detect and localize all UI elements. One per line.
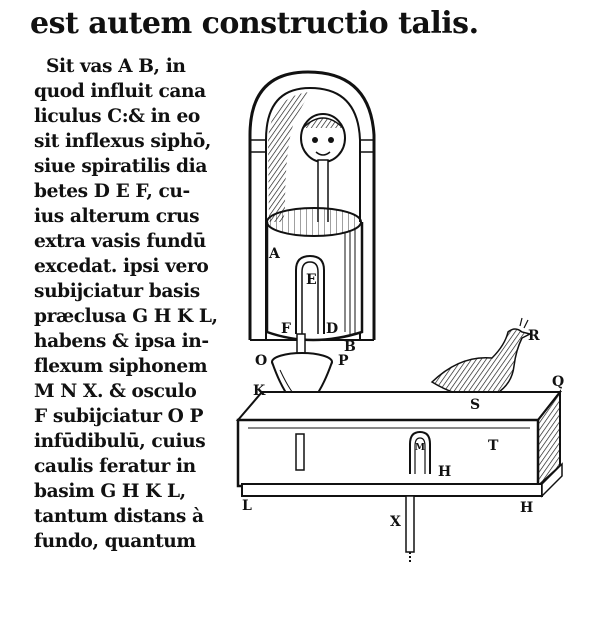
text-line: betes D E F, cu- — [34, 181, 190, 202]
figure-label-e: E — [306, 272, 317, 288]
text-line: ius alterum crus — [34, 206, 200, 227]
text-line: basim G H K L, — [34, 481, 186, 502]
figure-label-o: O — [255, 353, 268, 369]
figure-label-d: D — [326, 321, 339, 337]
figure-label-q: Q — [552, 374, 565, 390]
text-line: quod influit cana — [34, 81, 206, 102]
text-line: præclusa G H K L, — [34, 306, 218, 327]
base-box-ghkl — [238, 392, 562, 562]
figure-label-x: X — [390, 514, 401, 530]
text-line: siue spiratilis dia — [34, 156, 207, 177]
text-line: caulis feratur in — [34, 456, 196, 477]
text-line: extra vasis fundū — [34, 231, 206, 252]
figure-label-t: T — [488, 438, 499, 454]
figure-label-f: F — [281, 321, 291, 337]
text-line: flexum siphonem — [34, 356, 208, 377]
text-line: infūdibulū, cuius — [34, 431, 206, 452]
body-text — [34, 54, 224, 554]
figure-label-b: B — [344, 339, 356, 355]
figure-label-m: M — [415, 443, 425, 453]
figure-label-r: R — [528, 328, 540, 344]
page-heading: est autem constructio talis. — [30, 6, 479, 41]
figure-label-h: H — [520, 500, 534, 516]
text-line: tantum distans à — [34, 506, 204, 527]
figure-label-a: A — [269, 246, 280, 262]
text-line: habens & ipsa in- — [34, 331, 209, 352]
text-line: fundo, quantum — [34, 531, 196, 552]
figure-label-h-inner: H — [438, 464, 452, 480]
text-line: Sit vas A B, in — [46, 56, 186, 77]
text-line: excedat. ipsi vero — [34, 256, 209, 277]
text-line: liculus C:& in eo — [34, 106, 200, 127]
figure-label-p: P — [338, 353, 349, 369]
text-line: subijciatur basis — [34, 281, 200, 302]
text-line: M N X. & osculo — [34, 381, 197, 402]
figure-label-l: L — [242, 498, 252, 514]
figure-label-s: S — [470, 397, 481, 413]
text-line: sit inflexus siphō, — [34, 131, 211, 152]
figure-label-k: K — [253, 383, 266, 399]
fountain-illustration — [230, 66, 600, 566]
text-line: F subijciatur O P — [34, 406, 204, 427]
